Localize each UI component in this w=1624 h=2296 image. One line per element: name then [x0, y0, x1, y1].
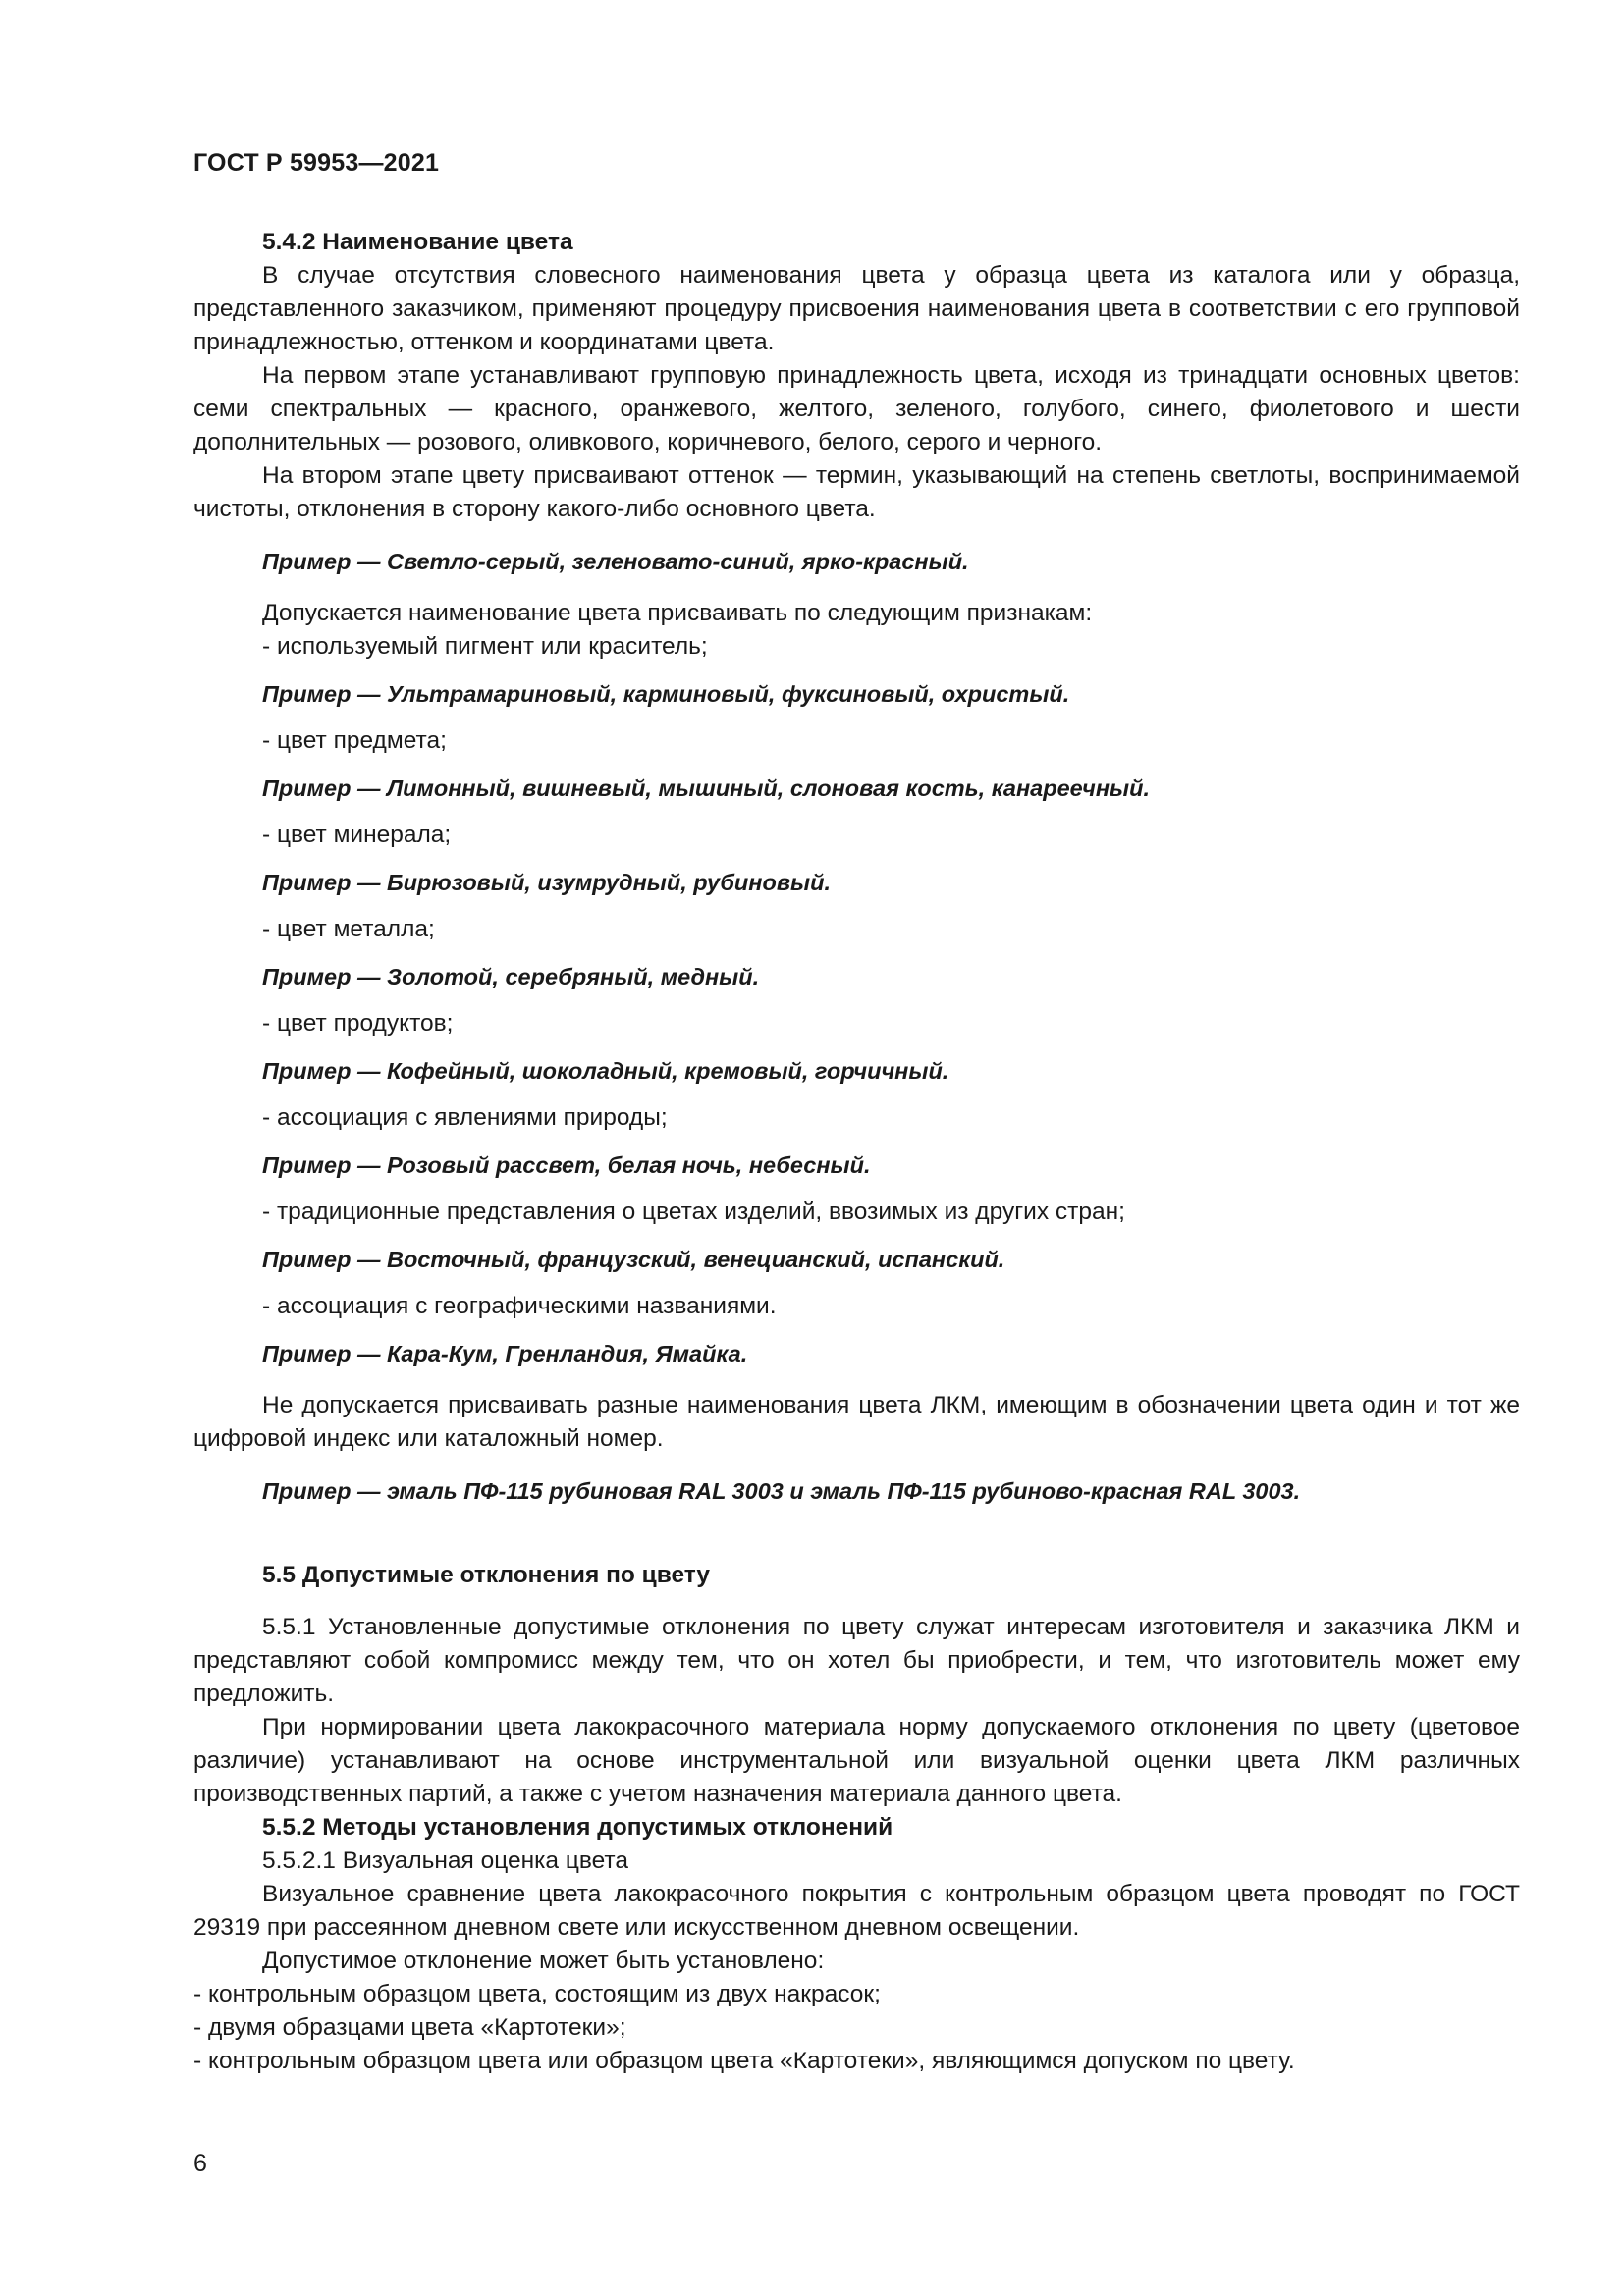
document-body	[193, 226, 1520, 2078]
subsection-title-5-5-2-1: 5.5.2.1 Визуальная оценка цвета	[262, 1847, 628, 1874]
example-note: Пример — Кара-Кум, Гренландия, Ямайка.	[262, 1341, 748, 1366]
list-item: - ассоциация с географическими названиями.	[262, 1293, 777, 1319]
section-heading-5-5-2: 5.5.2 Методы установления допустимых отклонений	[262, 1814, 893, 1841]
paragraph: 5.5.1 Установленные допустимые отклонения по цвету служат интересам изготовителя и заказчика ЛКМ и представляют собой компромисс между тем, что он хотел бы приобрести, и тем, что изготовитель может ему предложить.	[193, 1614, 1520, 1707]
list-item: - ассоциация с явлениями природы;	[262, 1104, 668, 1131]
paragraph: Не допускается присваивать разные наименования цвета ЛКМ, имеющим в обозначении цвета один и тот же цифровой индекс или каталожный номер.	[193, 1392, 1520, 1452]
example-note: Пример — Светло-серый, зеленовато-синий, ярко-красный.	[262, 549, 969, 574]
list-item: - цвет минерала;	[262, 822, 452, 848]
paragraph: На первом этапе устанавливают групповую принадлежность цвета, исходя из тринадцати основных цветов: семи спектральных — красного, оранжевого, желтого, зеленого, голубого, синего, фиолетового и шести дополнительных — розового, оливкового, коричневого, белого, серого и черного.	[193, 362, 1520, 455]
document-code: ГОСТ Р 59953—2021	[193, 149, 440, 177]
list-item: - цвет металла;	[262, 916, 435, 942]
paragraph: Допустимое отклонение может быть установлено:	[262, 1948, 825, 1974]
example-note: Пример — Ультрамариновый, карминовый, фуксиновый, охристый.	[262, 681, 1070, 707]
list-item: - цвет предмета;	[262, 727, 447, 754]
page-number: 6	[193, 2150, 207, 2177]
example-note: Пример — Бирюзовый, изумрудный, рубиновый.	[262, 870, 831, 895]
list-item: - цвет продуктов;	[262, 1010, 454, 1037]
list-item: - контрольным образцом цвета, состоящим из двух накрасок;	[193, 1981, 881, 2007]
example-note: Пример — Кофейный, шоколадный, кремовый, горчичный.	[262, 1058, 949, 1084]
paragraph: На втором этапе цвету присваивают оттенок — термин, указывающий на степень светлоты, воспринимаемой чистоты, отклонения в сторону какого-либо основного цвета.	[193, 462, 1520, 522]
list-item: - традиционные представления о цветах изделий, ввозимых из других стран;	[262, 1199, 1125, 1225]
list-item: - контрольным образцом цвета или образцом цвета «Картотеки», являющимся допуском по цвету.	[193, 2048, 1295, 2074]
paragraph: Допускается наименование цвета присваивать по следующим признакам:	[262, 600, 1093, 626]
paragraph: При нормировании цвета лакокрасочного материала норму допускаемого отклонения по цвету (цветовое различие) устанавливают на основе инструментальной или визуальной оценки цвета ЛКМ различных производственных партий, а также с учетом назначения материала данного цвета.	[193, 1714, 1520, 1807]
example-note: Пример — Розовый рассвет, белая ночь, небесный.	[262, 1152, 871, 1178]
section-heading-5-4-2: 5.4.2 Наименование цвета	[262, 229, 573, 255]
section-heading-5-5: 5.5 Допустимые отклонения по цвету	[262, 1562, 710, 1588]
example-note: Пример — Лимонный, вишневый, мышиный, слоновая кость, канареечный.	[262, 775, 1150, 801]
list-item: - двумя образцами цвета «Картотеки»;	[193, 2014, 626, 2041]
example-note: Пример — Золотой, серебряный, медный.	[262, 964, 760, 989]
paragraph: Визуальное сравнение цвета лакокрасочного покрытия с контрольным образцом цвета проводят по ГОСТ 29319 при рассеянном дневном свете или искусственном дневном освещении.	[193, 1881, 1520, 1941]
paragraph: В случае отсутствия словесного наименования цвета у образца цвета из каталога или у образца, представленного заказчиком, применяют процедуру присвоения наименования цвета в соответствии с его групповой принадлежностью, оттенком и координатами цвета.	[193, 262, 1520, 355]
example-note: Пример — эмаль ПФ-115 рубиновая RAL 3003 и эмаль ПФ-115 рубиново-красная RAL 3003.	[262, 1478, 1301, 1504]
list-item: - используемый пигмент или краситель;	[262, 633, 708, 660]
example-note: Пример — Восточный, французский, венецианский, испанский.	[262, 1247, 1005, 1272]
